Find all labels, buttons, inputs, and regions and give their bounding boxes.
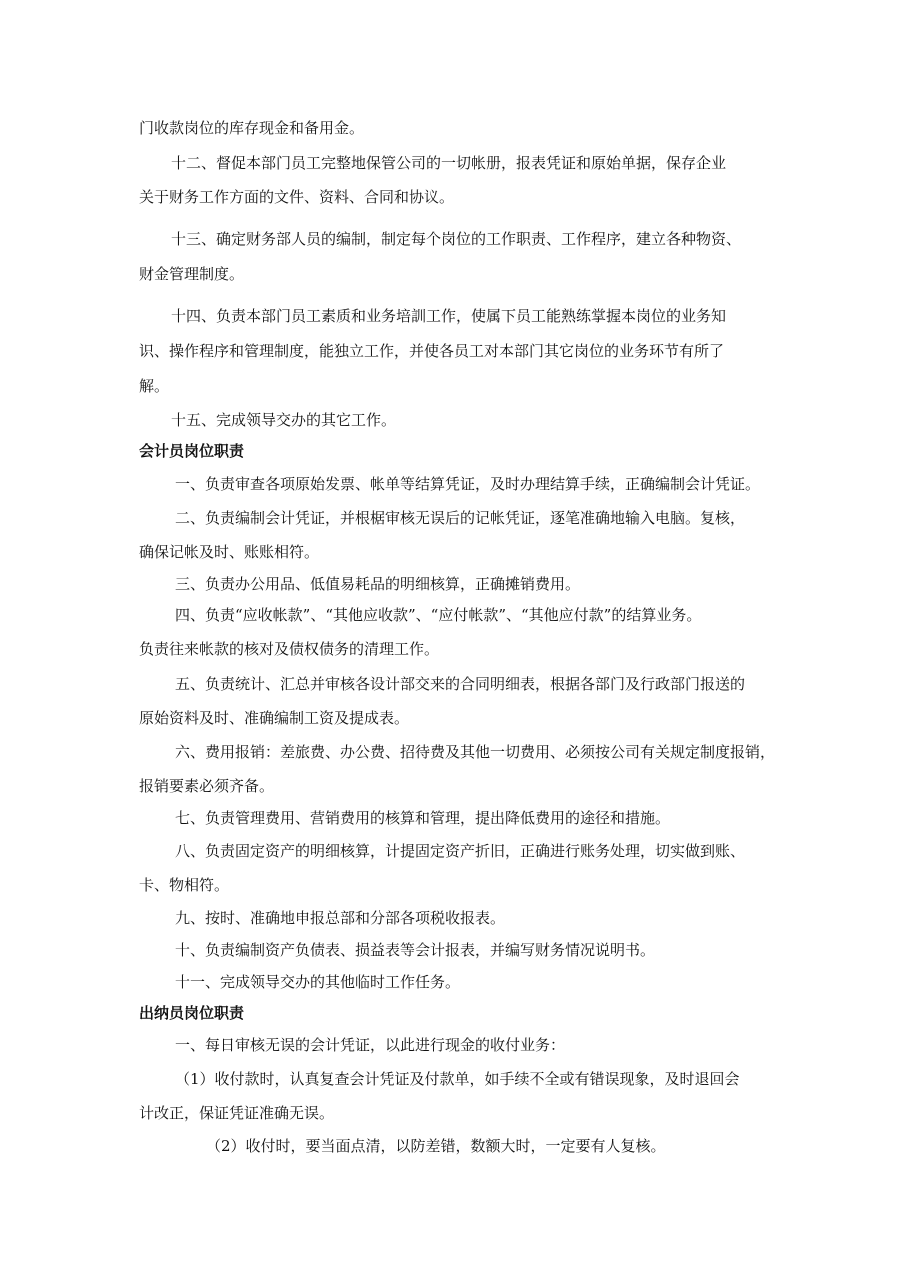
paragraph-line: 七、负责管理费用、营销费用的核算和管理，提出降低费用的途径和措施。 [175, 809, 671, 827]
paragraph-line: 三、负责办公用品、低值易耗品的明细核算，正确摊销费用。 [175, 575, 581, 593]
paragraph-line: 十三、确定财务部人员的编制，制定每个岗位的工作职责、工作程序，建立各种物资、 [171, 230, 742, 248]
paragraph-line: 四、负责“应收帐款”、“其他应收款”、“应付帐款”、“其他应付款”的结算业务。 [175, 606, 702, 624]
paragraph-line: 十一、完成领导交办的其他临时工作任务。 [175, 973, 461, 991]
paragraph-line: 报销要素必须齐备。 [139, 777, 275, 795]
paragraph-line: （2）收付时，要当面点清，以防差错，数额大时，一定要有人复核。 [206, 1137, 666, 1155]
paragraph-line: 十四、负责本部门员工素质和业务培訓工作，使属下员工能熟练掌握本岗位的业务知 [171, 307, 727, 325]
paragraph-line: 九、按时、准确地申报总部和分部各项税收报表。 [175, 909, 506, 927]
paragraph-line: 关于财务工作方面的文件、资料、合同和协议。 [139, 188, 455, 206]
section-heading: 出纳员岗位职责 [139, 1004, 245, 1022]
paragraph-line: 财金管理制度。 [139, 265, 245, 283]
paragraph-line: 一、负责审查各项原始发票、帐单等结算凭证，及时办理结算手续，正确编制会计凭证。 [175, 475, 761, 493]
paragraph-line: 门收款岗位的库存现金和备用金。 [139, 119, 365, 137]
paragraph-line: 计改正，保证凭证准确无误。 [139, 1104, 335, 1122]
paragraph-line: 十、负责编制资产负债表、损益表等会计报表，并编写财务情况说明书。 [175, 941, 656, 959]
paragraph-line: 一、每日审核无误的会计凭证，以此进行现金的收付业务： [175, 1036, 566, 1054]
paragraph-line: 十二、督促本部门员工完整地保管公司的一切帐册，报表凭证和原始单据，保存企业 [171, 154, 727, 172]
paragraph-line: 八、负责固定资产的明细核算，计提固定资产折旧，正确进行账务处理，切实做到账、 [175, 842, 746, 860]
paragraph-line: 识、操作程序和管理制度，能独立工作，并使各员工对本部门其它岗位的业务环节有所了 [139, 342, 725, 360]
paragraph-line: 五、负责统计、汇总并审核各设计部交来的合同明细表，根据各部门及行政部门报送的 [175, 675, 746, 693]
section-heading: 会计员岗位职责 [139, 442, 245, 460]
paragraph-line: 负责往来帐款的核对及债权债务的清理工作。 [139, 640, 440, 658]
paragraph-line: 六、费用报销：差旅费、办公费、招待费及其他一切费用、必须按公司有关规定制度报销， [175, 743, 776, 761]
paragraph-line: 十五、完成领导交办的其它工作。 [171, 411, 397, 429]
paragraph-line: （1）收付款时，认真复查会计凭证及付款单，如手续不全或有错误现象，及时退回会 [175, 1070, 740, 1088]
paragraph-line: 确保记帐及时、账账相符。 [139, 543, 320, 561]
paragraph-line: 解。 [139, 377, 170, 395]
paragraph-line: 卡、物相符。 [139, 876, 230, 894]
paragraph-line: 原始资料及时、准确编制工资及提成表。 [139, 709, 410, 727]
paragraph-line: 二、负责编制会计凭证，并根椐审核无误后的记帐凭证，逐笔准确地输入电脑。复核， [175, 509, 746, 527]
